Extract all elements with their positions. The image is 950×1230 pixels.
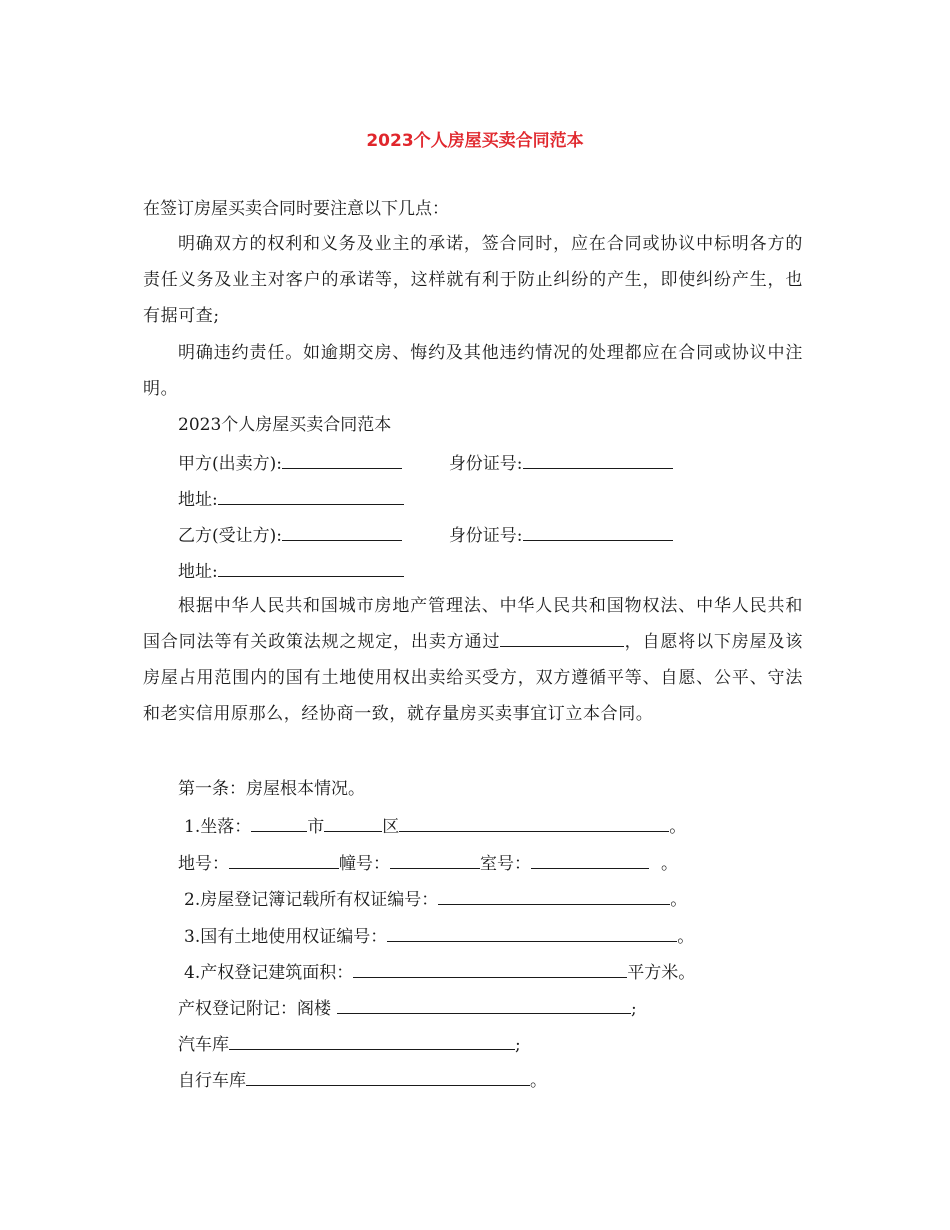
bike-label: 自行车库 xyxy=(178,1071,246,1091)
ownership-cert-field[interactable] xyxy=(438,888,670,905)
annex-end: ; xyxy=(631,999,637,1019)
party-b-address-field[interactable] xyxy=(218,560,404,577)
document-title: 2023个人房屋买卖合同范本 xyxy=(366,131,584,151)
article-1-heading: 第一条：房屋根本情况。 xyxy=(178,779,365,799)
location-row xyxy=(184,815,854,839)
garage-field[interactable] xyxy=(229,1033,515,1050)
area-field[interactable] xyxy=(353,961,627,978)
basis-text-2: ，自愿将以下房屋及该房屋占用范围内的国有土地使用权出卖给买受方，双方遵循平等、自愿、公平、守法和老实信用原那么，经协商一致，就存量房买卖事宜订立本合同。 xyxy=(143,632,804,724)
area-row xyxy=(184,961,854,985)
lot-row xyxy=(178,852,848,876)
location-end: 。 xyxy=(669,817,687,837)
lot-end: 。 xyxy=(661,854,678,874)
garage-label: 汽车库 xyxy=(178,1035,229,1055)
area-label: 4.产权登记建筑面积： xyxy=(184,963,354,983)
ownership-cert-row xyxy=(184,888,854,912)
building-label: 幢号： xyxy=(339,854,390,874)
building-field[interactable] xyxy=(390,852,480,869)
city-label: 市 xyxy=(307,817,325,837)
street-field[interactable] xyxy=(399,815,669,832)
party-b-address-label: 地址: xyxy=(178,562,218,582)
point-2-paragraph: 明确违约责任。如逾期交房、悔约及其他违约情况的处理都应在合同或协议中注明。 xyxy=(143,343,803,399)
party-b-name-field[interactable] xyxy=(282,524,402,541)
intro-line: 在签订房屋买卖合同时要注意以下几点： xyxy=(143,199,449,219)
district-label: 区 xyxy=(382,817,400,837)
location-label: 1.坐落： xyxy=(184,817,252,837)
party-b-label: 乙方(受让方): xyxy=(178,526,282,546)
lot-label: 地号： xyxy=(178,854,229,874)
point-1-paragraph: 明确双方的权利和义务及业主的承诺，签合同时，应在合同或协议中标明各方的责任义务及业主对客户的承诺等，这样就有利于防止纠纷的产生，即使纠纷产生，也有据可查; xyxy=(143,234,803,326)
annex-row xyxy=(178,997,848,1021)
ownership-cert-end: 。 xyxy=(670,890,688,910)
acquisition-method-field[interactable] xyxy=(500,630,624,647)
basis-text-1: 根据中华人民共和国城市房地产管理法、中华人民共和国物权法、中华人民共和国合同法等有关政策法规之规定，出卖方通过 xyxy=(143,596,803,652)
lot-field[interactable] xyxy=(229,852,339,869)
ownership-cert-label: 2.房屋登记簿记载所有权证编号： xyxy=(184,890,439,910)
bike-row xyxy=(178,1069,848,1093)
land-cert-end: 。 xyxy=(677,927,695,947)
party-b-row xyxy=(178,524,848,548)
land-cert-field[interactable] xyxy=(387,925,677,942)
party-a-label: 甲方(出卖方): xyxy=(178,454,282,474)
contract-subtitle: 2023个人房屋买卖合同范本 xyxy=(178,415,392,435)
city-field[interactable] xyxy=(251,815,307,832)
room-label: 室号： xyxy=(480,854,531,874)
party-a-id-field[interactable] xyxy=(523,452,673,469)
attic-field[interactable] xyxy=(337,997,631,1014)
area-unit: 平方米。 xyxy=(627,963,696,983)
party-a-address-row xyxy=(178,488,848,512)
garage-end: ; xyxy=(515,1035,521,1055)
land-cert-row xyxy=(184,925,854,949)
party-a-row xyxy=(178,452,848,476)
party-a-address-field[interactable] xyxy=(218,488,404,505)
district-field[interactable] xyxy=(324,815,382,832)
land-cert-label: 3.国有土地使用权证编号： xyxy=(184,927,388,947)
room-field[interactable] xyxy=(531,852,649,869)
bike-field[interactable] xyxy=(246,1069,530,1086)
garage-row xyxy=(178,1033,848,1057)
party-a-id-label: 身份证号: xyxy=(448,454,523,474)
basis-paragraph xyxy=(143,588,803,732)
annex-label: 产权登记附记：阁楼 xyxy=(178,999,331,1019)
party-b-id-field[interactable] xyxy=(523,524,673,541)
bike-end: 。 xyxy=(530,1071,547,1091)
party-a-name-field[interactable] xyxy=(282,452,402,469)
party-b-id-label: 身份证号: xyxy=(448,526,523,546)
party-b-address-row xyxy=(178,560,848,584)
party-a-address-label: 地址: xyxy=(178,490,218,510)
